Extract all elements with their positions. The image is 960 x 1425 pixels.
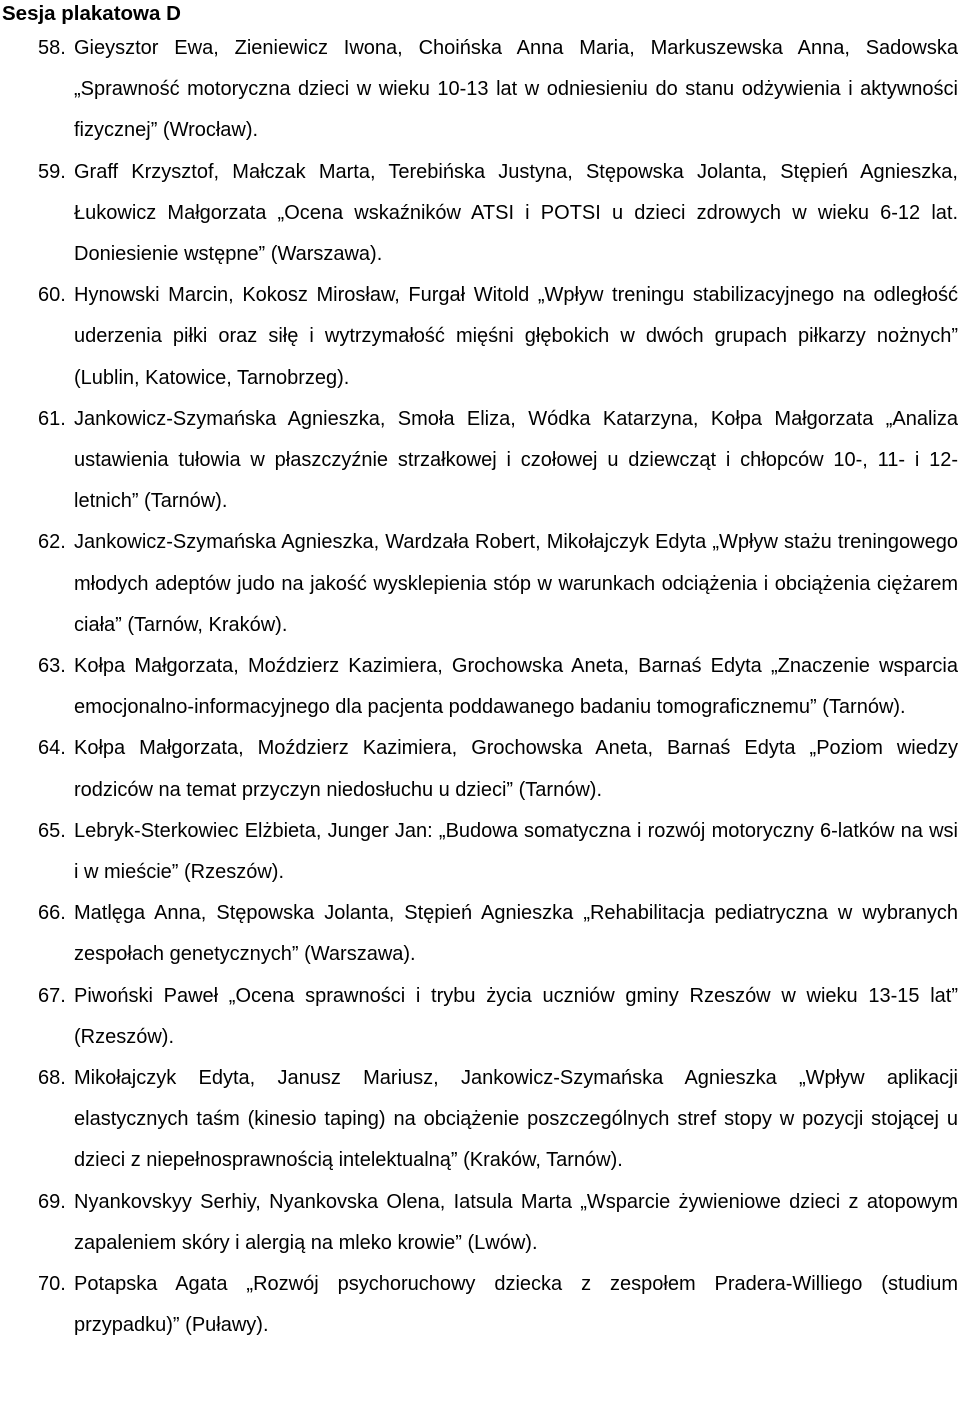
item-text: Kołpa Małgorzata, Moździerz Kazimiera, Grochowska Aneta, Barnaś Edyta „Poziom wiedzy rodziców na temat przyczyn niedosłuchu u dzieci” (Tarnów).	[74, 737, 958, 801]
item-text: Lebryk-Sterkowiec Elżbieta, Junger Jan: „Budowa somatyczna i rozwój motoryczny 6-latków na wsi i w mieście” (Rzeszów).	[74, 819, 958, 884]
item-number: 66.	[38, 902, 66, 925]
list-item	[0, 1264, 960, 1346]
list-item	[0, 893, 960, 975]
item-text: Matlęga Anna, Stępowska Jolanta, Stępień Agnieszka „Rehabilitacja pediatryczna w wybranych zespołach genetycznych” (Warszawa).	[74, 902, 958, 966]
item-text: Jankowicz-Szymańska Agnieszka, Wardzała Robert, Mikołajczyk Edyta „Wpływ stażu treningowego młodych adeptów judo na jakość wysklepienia stóp w warunkach odciążenia i obciążenia ciężarem ciała” (Tarnów, Kraków).	[74, 531, 958, 636]
item-text: Nyankovskyy Serhiy, Nyankovska Olena, Iatsula Marta „Wsparcie żywieniowe dzieci z atopowym zapaleniem skóry i alergią na mleko krowie” (Lwów).	[74, 1190, 958, 1254]
list-item	[0, 28, 960, 152]
item-text: Mikołajczyk Edyta, Janusz Mariusz, Jankowicz-Szymańska Agnieszka „Wpływ aplikacji elastycznych taśm (kinesio taping) na obciążenie poszczególnych stref stopy w pozycji stojącej u dzieci z niepełnosprawnością intelektualną” (Kraków, Tarnów).	[74, 1067, 958, 1172]
item-text: Jankowicz-Szymańska Agnieszka, Smoła Eliza, Wódka Katarzyna, Kołpa Małgorzata „Analiza ustawienia tułowia w płaszczyźnie strzałkowej i czołowej u dziewcząt i chłopców 10-, 11- i 12-letnich” (Tarnów).	[74, 407, 958, 513]
item-number: 58.	[38, 37, 66, 59]
session-heading: Sesja plakatowa D	[2, 2, 181, 25]
list-item	[0, 275, 960, 399]
list-item	[0, 522, 960, 646]
item-number: 59.	[38, 160, 66, 183]
list-item	[0, 152, 960, 276]
item-number: 69.	[38, 1190, 66, 1213]
list-item	[0, 1058, 960, 1182]
list-item	[0, 1182, 960, 1264]
item-text: Potapska Agata „Rozwój psychoruchowy dziecka z zespołem Pradera-Williego (studium przypadku)” (Puławy).	[74, 1273, 958, 1337]
item-number: 63.	[38, 655, 66, 678]
item-text: Hynowski Marcin, Kokosz Mirosław, Furgał Witold „Wpływ treningu stabilizacyjnego na odległość uderzenia piłki oraz siłę i wytrzymałość mięśni głębokich w dwóch grupach piłkarzy nożnych” (Lublin, Katowice, Tarnobrzeg).	[74, 284, 958, 389]
item-text: Piwoński Paweł „Ocena sprawności i trybu życia uczniów gminy Rzeszów w wieku 13-15 lat” (Rzeszów).	[74, 984, 958, 1048]
poster-list	[0, 28, 960, 1347]
list-item	[0, 976, 960, 1058]
list-item	[0, 399, 960, 523]
item-number: 65.	[38, 819, 66, 842]
list-item	[0, 811, 960, 893]
item-number: 68.	[38, 1067, 66, 1090]
item-number: 62.	[38, 531, 66, 554]
item-number: 64.	[38, 737, 66, 760]
item-text: Kołpa Małgorzata, Moździerz Kazimiera, Grochowska Aneta, Barnaś Edyta „Znaczenie wsparcia emocjonalno-informacyjnego dla pacjenta poddawanego badaniu tomograficznemu” (Tarnów).	[74, 655, 958, 719]
item-number: 60.	[38, 284, 66, 307]
list-item	[0, 646, 960, 728]
item-number: 70.	[38, 1273, 66, 1296]
item-text: Graff Krzysztof, Małczak Marta, Terebińska Justyna, Stępowska Jolanta, Stępień Agnieszka, Łukowicz Małgorzata „Ocena wskaźników ATSI i POTSI u dzieci zdrowych w wieku 6-12 lat. Doniesienie wstępne” (Warszawa).	[74, 160, 958, 266]
item-number: 67.	[38, 984, 66, 1007]
list-item	[0, 728, 960, 810]
item-number: 61.	[38, 407, 66, 430]
item-text: Gieysztor Ewa, Zieniewicz Iwona, Choińska Anna Maria, Markuszewska Anna, Sadowska „Sprawność motoryczna dzieci w wieku 10-13 lat w odniesieniu do stanu odżywienia i aktywności fizycznej” (Wrocław).	[74, 37, 958, 142]
